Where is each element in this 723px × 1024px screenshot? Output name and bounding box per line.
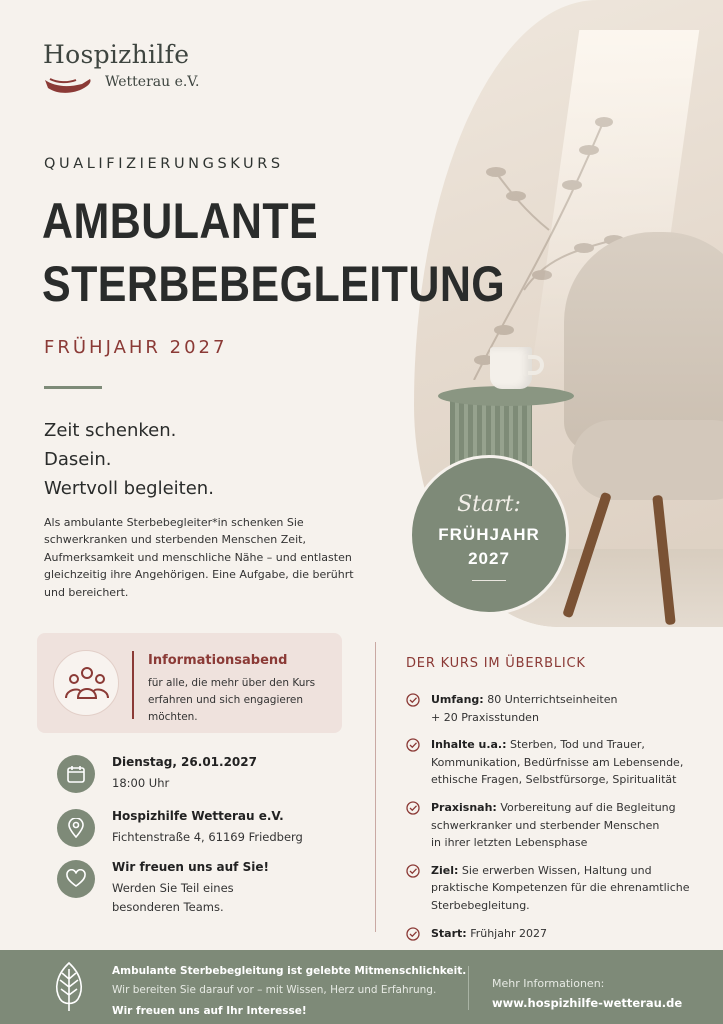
event-date-label: Dienstag, 26.01.2027 — [112, 755, 257, 769]
badge-underline — [472, 580, 506, 581]
overview-item-label: Start: — [431, 926, 467, 940]
badge-line-1: FRÜHJAHR — [438, 525, 540, 544]
footer-divider — [468, 966, 469, 1010]
invite-line-2: besonderen Teams. — [112, 900, 224, 914]
start-badge — [409, 455, 569, 615]
overview-item-text: Kommunikation, Bedürfnisse am Lebensende, — [431, 755, 684, 769]
title-line-1: AMBULANTE — [42, 193, 319, 249]
info-text: für alle, die mehr über den Kurs erfahren und sich engagieren möchten. — [148, 677, 316, 723]
overview-item-text: in ihrer letzten Lebensphase — [431, 836, 588, 850]
overview-list — [406, 691, 706, 942]
title-line-2: STERBEBEGLEITUNG — [42, 256, 506, 312]
leaf-icon — [52, 961, 86, 1013]
tagline-line-3: Wertvoll begleiten. — [44, 478, 214, 499]
check-circle-icon — [406, 864, 420, 878]
invite-bold: Wir freuen uns auf Sie! — [112, 860, 269, 874]
overview-item — [406, 925, 706, 943]
logo-name: Hospizhilfe — [43, 40, 190, 69]
overview-item-label: Umfang: — [431, 693, 484, 706]
overview-item-text: Sie erwerben Wissen, Haltung und — [461, 863, 652, 877]
badge-line-2: 2027 — [468, 549, 510, 568]
overview-item-text: schwerkranker und sterbender Menschen — [431, 818, 660, 832]
footer-band — [0, 950, 723, 1024]
tagline — [44, 416, 214, 503]
info-divider — [132, 651, 134, 719]
overview-item — [406, 691, 706, 726]
calendar-icon-circle — [57, 755, 95, 793]
hands-logo-icon — [44, 76, 94, 96]
info-heading: Informationsabend — [148, 653, 288, 668]
coffee-cup — [490, 347, 532, 389]
overview-item-text: + 20 Praxisstunden — [431, 710, 539, 724]
season-label: FRÜHJAHR 2027 — [44, 337, 228, 358]
venue-name: Hospizhilfe Wetterau e.V. — [112, 809, 284, 823]
group-icon-circle — [53, 650, 119, 716]
overview-item-text: Sterben, Tod und Trauer, — [510, 738, 645, 752]
check-circle-icon — [406, 738, 420, 752]
overview-item-text: praktische Kompetenzen für die ehrenamtliche — [431, 881, 690, 895]
location-icon-circle — [57, 809, 95, 847]
overview-item-text: Frühjahr 2027 — [470, 926, 547, 940]
event-time: 18:00 Uhr — [112, 776, 170, 790]
invite-line-1: Werden Sie Teil eines — [112, 881, 234, 895]
badge-script: Start: — [457, 492, 521, 517]
overview-heading: DER KURS IM ÜBERBLICK — [406, 656, 586, 671]
overview-item — [406, 736, 706, 789]
invite-text — [112, 879, 234, 917]
check-circle-icon — [406, 801, 420, 815]
intro-paragraph: Als ambulante Sterbebegleiter*in schenken Sie schwerkranken und sterbenden Menschen Zeit, Aufmerksamkeit und menschliche Nähe – und entlasten gleichzeitig ihre Angehörigen. Eine Aufgabe, die berührt und bereichert. — [44, 516, 354, 599]
group-icon — [65, 664, 109, 704]
overview-item-label: Praxisnah: — [431, 800, 497, 814]
location-pin-icon — [66, 818, 86, 838]
info-evening-box — [37, 633, 342, 733]
overview-item-text: Sterbebegleitung. — [431, 898, 530, 912]
heart-icon-circle — [57, 860, 95, 898]
check-circle-icon — [406, 927, 420, 941]
divider-rule — [44, 386, 102, 389]
footer-line-2: Wir bereiten Sie darauf vor – mit Wissen, Herz und Erfahrung. — [112, 984, 437, 996]
website-link[interactable]: www.hospizhilfe-wetterau.de — [492, 996, 683, 1010]
armchair — [564, 232, 723, 452]
calendar-icon — [66, 764, 86, 784]
check-circle-icon — [406, 693, 420, 707]
tagline-line-2: Dasein. — [44, 449, 112, 470]
logo-subtitle: Wetterau e.V. — [105, 74, 200, 90]
overview-item — [406, 862, 706, 915]
column-divider — [375, 642, 376, 932]
venue-address: Fichtenstraße 4, 61169 Friedberg — [112, 830, 303, 844]
overview-item-text: 80 Unterrichtseinheiten — [487, 693, 618, 706]
footer-line-1: Ambulante Sterbebegleitung ist gelebte Mitmenschlichkeit. — [112, 965, 467, 977]
overview-item-label: Ziel: — [431, 863, 459, 877]
overview-item-text: ethische Fragen, Selbstfürsorge, Spiritualität — [431, 773, 677, 787]
footer-line-3: Wir freuen uns auf Ihr Interesse! — [112, 1005, 307, 1017]
organization-logo — [43, 40, 200, 90]
heart-icon — [66, 869, 86, 889]
overview-item-text: Vorbereitung auf die Begleitung — [500, 800, 676, 814]
overview-item — [406, 799, 706, 852]
badge-season — [412, 523, 566, 571]
tagline-line-1: Zeit schenken. — [44, 420, 177, 441]
page-title — [42, 190, 505, 316]
more-info-label: Mehr Informationen: — [492, 977, 605, 990]
course-kicker: QUALIFIZIERUNGSKURS — [44, 156, 284, 172]
overview-item-label: Inhalte u.a.: — [431, 738, 507, 752]
